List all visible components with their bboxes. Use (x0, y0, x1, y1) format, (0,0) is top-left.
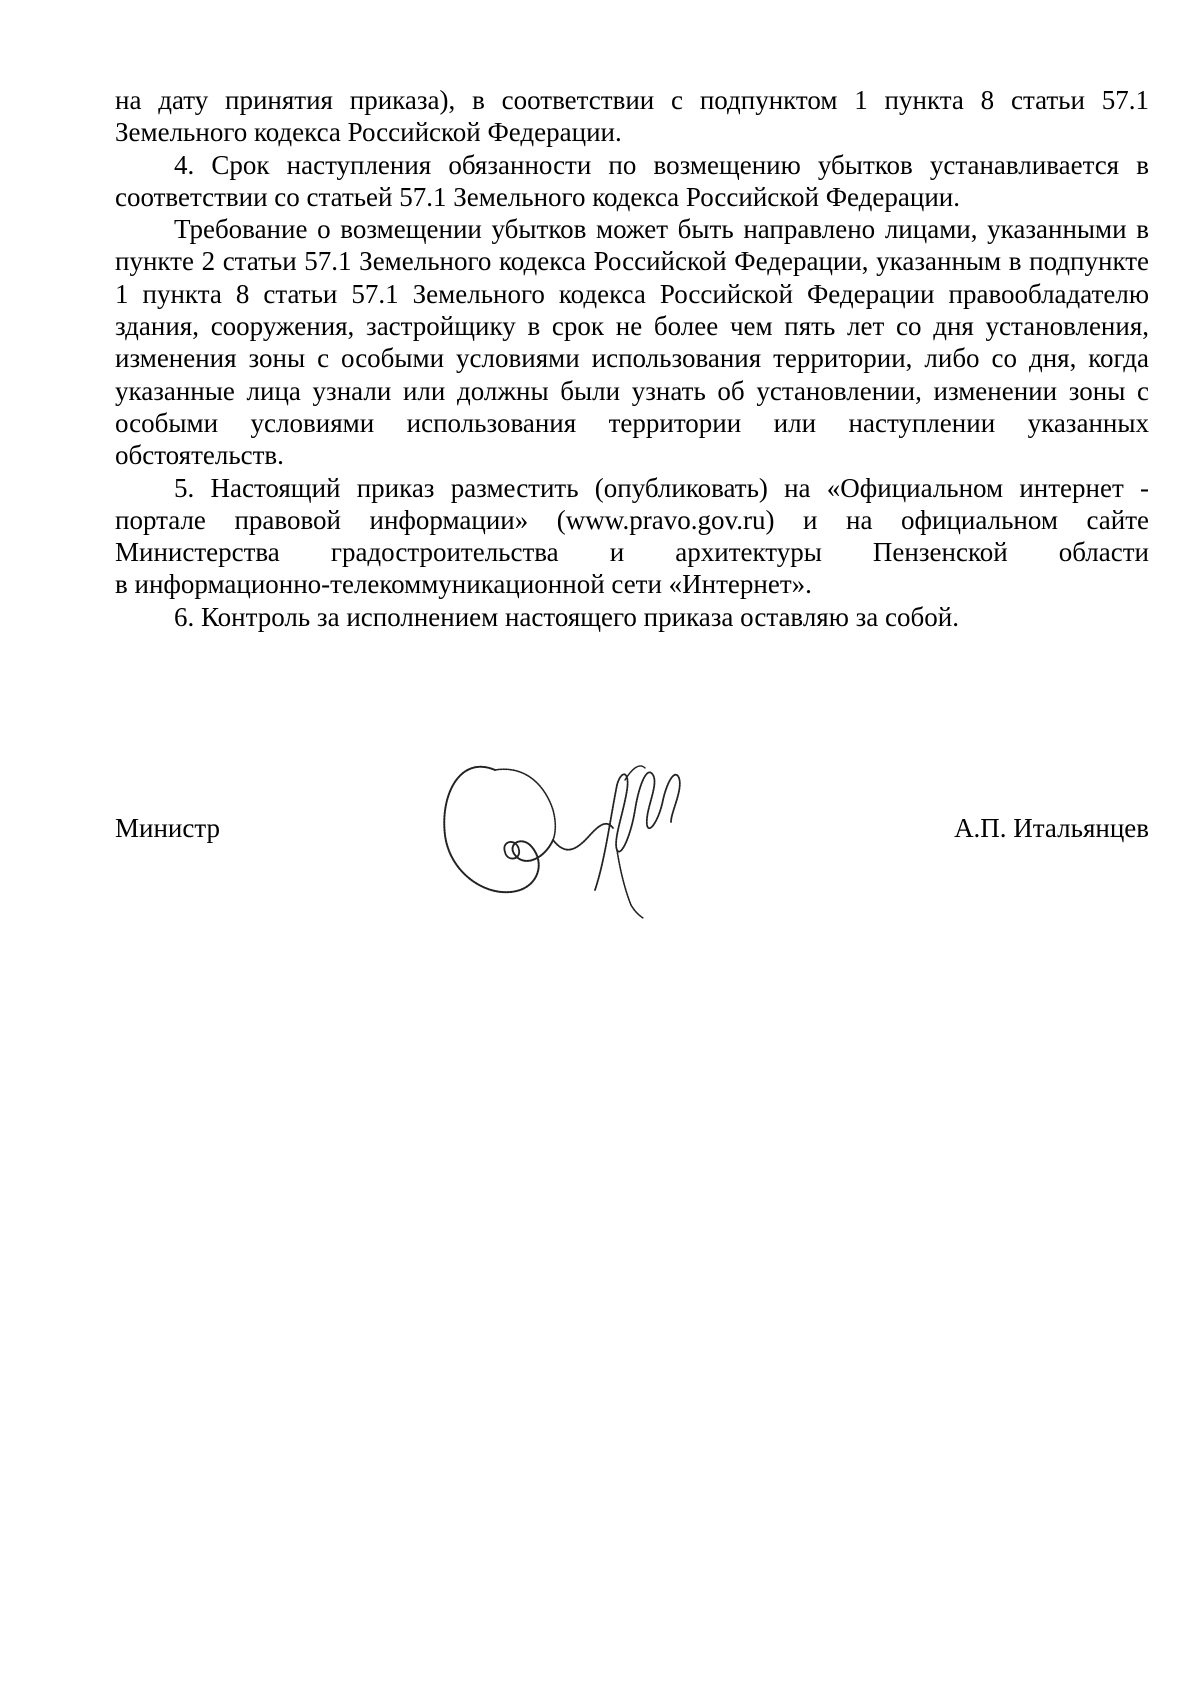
paragraph-continuation: на дату принятия приказа), в соответствии с подпунктом 1 пункта 8 статьи 57.1 Земельного кодекса Российской Федерации. (115, 85, 1149, 148)
paragraph-item-4: 4. Срок наступления обязанности по возмещению убытков устанавливается в соответствии со статьей 57.1 Земельного кодекса Российской Федерации. (115, 149, 1149, 212)
signatory-title: Министр (115, 813, 220, 843)
handwritten-signature (435, 740, 705, 920)
paragraph-item-6: 6. Контроль за исполнением настоящего приказа оставляю за собой. (174, 601, 959, 632)
paragraph-item-5: 5. Настоящий приказ разместить (опубликовать) на «Официальном интернет - портале правовой информации» (www.pravo.gov.ru) и на официальном сайте Министерства градостроительства и архитектуры Пензенской области (115, 472, 1149, 568)
signatory-name: А.П. Итальянцев (954, 813, 1149, 843)
paragraph-damages-claim: Требование о возмещении убытков может быть направлено лицами, указанными в пункте 2 статьи 57.1 Земельного кодекса Российской Федерации, указанным в подпункте 1 пункта 8 статьи 57.1 Земельного кодекса Российской Федерации правообладателю здания, сооружения, застройщику в срок не более чем пять лет со дня установления, изменения зоны с особыми условиями использования территории, либо со дня, когда указанные лица узнали или должны были узнать об установлении, изменении зоны с особыми условиями использования территории или наступлении указанных обстоятельств. (115, 214, 1149, 471)
document-body (115, 84, 1149, 633)
paragraph-item-5-continuation: в информационно-телекоммуникационной сети «Интернет». (115, 569, 812, 600)
